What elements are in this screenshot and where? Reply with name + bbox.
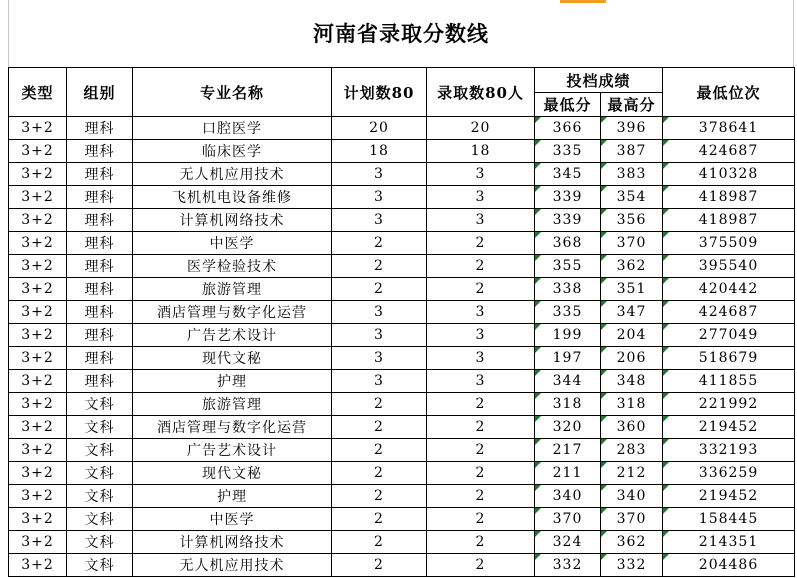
cell-min-score[interactable]: 368 bbox=[535, 232, 601, 255]
cell-min-score[interactable]: 197 bbox=[535, 347, 601, 370]
sheet-title[interactable]: 河南省录取分数线 bbox=[313, 21, 489, 46]
cell-major[interactable]: 计算机网络技术 bbox=[133, 209, 332, 232]
header-admitted[interactable]: 录取数80人 bbox=[427, 68, 535, 117]
cell-major[interactable]: 护理 bbox=[133, 485, 332, 508]
cell-major[interactable]: 现代文秘 bbox=[133, 347, 332, 370]
cell-type[interactable]: 3+2 bbox=[9, 232, 67, 255]
table-row bbox=[9, 393, 795, 416]
cell-min-rank[interactable]: 277049 bbox=[663, 324, 795, 347]
cell-plan[interactable]: 3 bbox=[332, 301, 427, 324]
cell-min-rank[interactable]: 336259 bbox=[663, 462, 795, 485]
cell-min-rank[interactable]: 395540 bbox=[663, 255, 795, 278]
cell-admitted[interactable]: 2 bbox=[427, 416, 535, 439]
cell-min-rank[interactable]: 420442 bbox=[663, 278, 795, 301]
header-min-score[interactable]: 最低分 bbox=[535, 93, 601, 117]
cell-group[interactable]: 理科 bbox=[67, 140, 133, 163]
table-row bbox=[9, 554, 795, 577]
cell-admitted[interactable]: 2 bbox=[427, 278, 535, 301]
cell-min-rank[interactable]: 204486 bbox=[663, 554, 795, 577]
cell-min-score[interactable]: 320 bbox=[535, 416, 601, 439]
table-row bbox=[9, 324, 795, 347]
cell-plan[interactable]: 3 bbox=[332, 186, 427, 209]
header-plan[interactable]: 计划数80 bbox=[332, 68, 427, 117]
cell-group[interactable]: 文科 bbox=[67, 554, 133, 577]
cell-major[interactable]: 现代文秘 bbox=[133, 462, 332, 485]
table-row bbox=[9, 186, 795, 209]
cell-group[interactable]: 文科 bbox=[67, 416, 133, 439]
cell-min-rank[interactable]: 518679 bbox=[663, 347, 795, 370]
cell-max-score[interactable]: 206 bbox=[601, 347, 663, 370]
cell-min-score[interactable]: 345 bbox=[535, 163, 601, 186]
header-major[interactable]: 专业名称 bbox=[133, 68, 332, 117]
cell-admitted[interactable]: 3 bbox=[427, 163, 535, 186]
header-group[interactable]: 组别 bbox=[67, 68, 133, 117]
cell-group[interactable]: 理科 bbox=[67, 209, 133, 232]
cell-type[interactable]: 3+2 bbox=[9, 485, 67, 508]
cell-group[interactable]: 理科 bbox=[67, 117, 133, 140]
cell-min-score[interactable]: 370 bbox=[535, 508, 601, 531]
cell-group[interactable]: 文科 bbox=[67, 508, 133, 531]
cell-type[interactable]: 3+2 bbox=[9, 370, 67, 393]
cell-plan[interactable]: 2 bbox=[332, 278, 427, 301]
cell-type[interactable]: 3+2 bbox=[9, 462, 67, 485]
cell-max-score[interactable]: 383 bbox=[601, 163, 663, 186]
cell-plan[interactable]: 2 bbox=[332, 255, 427, 278]
cell-min-score[interactable]: 355 bbox=[535, 255, 601, 278]
cell-admitted[interactable]: 3 bbox=[427, 209, 535, 232]
cell-major[interactable]: 无人机应用技术 bbox=[133, 163, 332, 186]
cell-admitted[interactable]: 18 bbox=[427, 140, 535, 163]
table-row bbox=[9, 255, 795, 278]
cell-group[interactable]: 文科 bbox=[67, 439, 133, 462]
cell-type[interactable]: 3+2 bbox=[9, 416, 67, 439]
table-row bbox=[9, 439, 795, 462]
cell-plan[interactable]: 2 bbox=[332, 393, 427, 416]
cell-min-score[interactable]: 344 bbox=[535, 370, 601, 393]
cell-plan[interactable]: 20 bbox=[332, 117, 427, 140]
cell-major[interactable]: 中医学 bbox=[133, 232, 332, 255]
cell-major[interactable]: 旅游管理 bbox=[133, 393, 332, 416]
cell-type[interactable]: 3+2 bbox=[9, 117, 67, 140]
cell-min-score[interactable]: 366 bbox=[535, 117, 601, 140]
cell-min-rank[interactable]: 410328 bbox=[663, 163, 795, 186]
cell-min-score[interactable]: 335 bbox=[535, 140, 601, 163]
table-row bbox=[9, 485, 795, 508]
table-body bbox=[9, 117, 795, 577]
cell-major[interactable]: 酒店管理与数字化运营 bbox=[133, 301, 332, 324]
cell-type[interactable]: 3+2 bbox=[9, 554, 67, 577]
cell-max-score[interactable]: 332 bbox=[601, 554, 663, 577]
cell-min-score[interactable]: 335 bbox=[535, 301, 601, 324]
table-row bbox=[9, 508, 795, 531]
cell-major[interactable]: 临床医学 bbox=[133, 140, 332, 163]
cell-min-rank[interactable]: 375509 bbox=[663, 232, 795, 255]
cell-type[interactable]: 3+2 bbox=[9, 439, 67, 462]
cell-type[interactable]: 3+2 bbox=[9, 186, 67, 209]
cell-min-rank[interactable]: 332193 bbox=[663, 439, 795, 462]
cell-plan[interactable]: 2 bbox=[332, 531, 427, 554]
cell-type[interactable]: 3+2 bbox=[9, 140, 67, 163]
table-row bbox=[9, 531, 795, 554]
cell-group[interactable]: 理科 bbox=[67, 347, 133, 370]
header-row-1 bbox=[9, 68, 795, 93]
cell-min-score[interactable]: 339 bbox=[535, 186, 601, 209]
cell-max-score[interactable]: 370 bbox=[601, 508, 663, 531]
cell-max-score[interactable]: 204 bbox=[601, 324, 663, 347]
cell-plan[interactable]: 3 bbox=[332, 324, 427, 347]
cell-min-rank[interactable]: 378641 bbox=[663, 117, 795, 140]
cell-type[interactable]: 3+2 bbox=[9, 255, 67, 278]
cell-group[interactable]: 文科 bbox=[67, 531, 133, 554]
table-row bbox=[9, 301, 795, 324]
table-row bbox=[9, 232, 795, 255]
cell-max-score[interactable]: 354 bbox=[601, 186, 663, 209]
cell-max-score[interactable]: 348 bbox=[601, 370, 663, 393]
cell-plan[interactable]: 18 bbox=[332, 140, 427, 163]
cell-plan[interactable]: 3 bbox=[332, 209, 427, 232]
cell-max-score[interactable]: 212 bbox=[601, 462, 663, 485]
cell-plan[interactable]: 3 bbox=[332, 163, 427, 186]
cell-admitted[interactable]: 2 bbox=[427, 232, 535, 255]
header-max-score[interactable]: 最高分 bbox=[601, 93, 663, 117]
cell-admitted[interactable]: 3 bbox=[427, 186, 535, 209]
cell-min-rank[interactable]: 424687 bbox=[663, 301, 795, 324]
cell-max-score[interactable]: 362 bbox=[601, 255, 663, 278]
cell-admitted[interactable]: 20 bbox=[427, 117, 535, 140]
cell-type[interactable]: 3+2 bbox=[9, 209, 67, 232]
cell-major[interactable]: 无人机应用技术 bbox=[133, 554, 332, 577]
cell-min-rank[interactable]: 214351 bbox=[663, 531, 795, 554]
cell-min-rank[interactable]: 219452 bbox=[663, 416, 795, 439]
cell-max-score[interactable]: 370 bbox=[601, 232, 663, 255]
cell-admitted[interactable]: 3 bbox=[427, 301, 535, 324]
cell-min-rank[interactable]: 418987 bbox=[663, 186, 795, 209]
cell-plan[interactable]: 2 bbox=[332, 485, 427, 508]
cell-admitted[interactable]: 3 bbox=[427, 324, 535, 347]
cell-min-score[interactable]: 338 bbox=[535, 278, 601, 301]
cell-min-rank[interactable]: 158445 bbox=[663, 508, 795, 531]
cell-admitted[interactable]: 2 bbox=[427, 393, 535, 416]
table-row bbox=[9, 278, 795, 301]
cell-max-score[interactable]: 356 bbox=[601, 209, 663, 232]
cell-min-rank[interactable]: 219452 bbox=[663, 485, 795, 508]
cell-min-score[interactable]: 332 bbox=[535, 554, 601, 577]
cell-plan[interactable]: 2 bbox=[332, 462, 427, 485]
cell-admitted[interactable]: 2 bbox=[427, 485, 535, 508]
cell-major[interactable]: 旅游管理 bbox=[133, 278, 332, 301]
cell-group[interactable]: 理科 bbox=[67, 301, 133, 324]
cell-plan[interactable]: 2 bbox=[332, 439, 427, 462]
cell-min-rank[interactable]: 418987 bbox=[663, 209, 795, 232]
cell-type[interactable]: 3+2 bbox=[9, 347, 67, 370]
cell-major[interactable]: 口腔医学 bbox=[133, 117, 332, 140]
cell-group[interactable]: 理科 bbox=[67, 278, 133, 301]
cell-min-rank[interactable]: 411855 bbox=[663, 370, 795, 393]
cell-admitted[interactable]: 2 bbox=[427, 554, 535, 577]
cell-plan[interactable]: 2 bbox=[332, 416, 427, 439]
cell-group[interactable]: 理科 bbox=[67, 255, 133, 278]
header-score-group[interactable]: 投档成绩 bbox=[535, 68, 663, 93]
cell-max-score[interactable]: 362 bbox=[601, 531, 663, 554]
cell-max-score[interactable]: 396 bbox=[601, 117, 663, 140]
cell-max-score[interactable]: 351 bbox=[601, 278, 663, 301]
cell-admitted[interactable]: 2 bbox=[427, 508, 535, 531]
cell-type[interactable]: 3+2 bbox=[9, 531, 67, 554]
cell-type[interactable]: 3+2 bbox=[9, 393, 67, 416]
table-row bbox=[9, 416, 795, 439]
cell-min-score[interactable]: 318 bbox=[535, 393, 601, 416]
cell-plan[interactable]: 3 bbox=[332, 347, 427, 370]
cell-type[interactable]: 3+2 bbox=[9, 278, 67, 301]
cell-major[interactable]: 护理 bbox=[133, 370, 332, 393]
table-row bbox=[9, 209, 795, 232]
table-row bbox=[9, 163, 795, 186]
cell-max-score[interactable]: 318 bbox=[601, 393, 663, 416]
cell-min-score[interactable]: 339 bbox=[535, 209, 601, 232]
table-row bbox=[9, 117, 795, 140]
table-row bbox=[9, 462, 795, 485]
cell-max-score[interactable]: 387 bbox=[601, 140, 663, 163]
cell-max-score[interactable]: 360 bbox=[601, 416, 663, 439]
cell-group[interactable]: 理科 bbox=[67, 324, 133, 347]
cell-group[interactable]: 文科 bbox=[67, 462, 133, 485]
cell-group[interactable]: 理科 bbox=[67, 186, 133, 209]
cell-group[interactable]: 文科 bbox=[67, 393, 133, 416]
cell-min-rank[interactable]: 424687 bbox=[663, 140, 795, 163]
cell-major[interactable]: 计算机网络技术 bbox=[133, 531, 332, 554]
cell-admitted[interactable]: 3 bbox=[427, 347, 535, 370]
cell-admitted[interactable]: 2 bbox=[427, 462, 535, 485]
cell-type[interactable]: 3+2 bbox=[9, 163, 67, 186]
cell-group[interactable]: 理科 bbox=[67, 232, 133, 255]
cell-min-score[interactable]: 211 bbox=[535, 462, 601, 485]
active-cell-indicator bbox=[560, 0, 606, 3]
cell-plan[interactable]: 2 bbox=[332, 508, 427, 531]
cell-min-score[interactable]: 340 bbox=[535, 485, 601, 508]
cell-major[interactable]: 飞机机电设备维修 bbox=[133, 186, 332, 209]
cell-major[interactable]: 医学检验技术 bbox=[133, 255, 332, 278]
cell-major[interactable]: 酒店管理与数字化运营 bbox=[133, 416, 332, 439]
cell-group[interactable]: 文科 bbox=[67, 485, 133, 508]
cell-admitted[interactable]: 2 bbox=[427, 531, 535, 554]
cell-type[interactable]: 3+2 bbox=[9, 508, 67, 531]
cell-group[interactable]: 理科 bbox=[67, 163, 133, 186]
cell-group[interactable]: 理科 bbox=[67, 370, 133, 393]
table-row bbox=[9, 140, 795, 163]
cell-max-score[interactable]: 340 bbox=[601, 485, 663, 508]
cell-min-score[interactable]: 199 bbox=[535, 324, 601, 347]
cell-admitted[interactable]: 2 bbox=[427, 439, 535, 462]
cell-type[interactable]: 3+2 bbox=[9, 301, 67, 324]
cell-plan[interactable]: 2 bbox=[332, 232, 427, 255]
cell-type[interactable]: 3+2 bbox=[9, 324, 67, 347]
cell-min-score[interactable]: 324 bbox=[535, 531, 601, 554]
cell-max-score[interactable]: 347 bbox=[601, 301, 663, 324]
cell-admitted[interactable]: 2 bbox=[427, 255, 535, 278]
cell-major[interactable]: 中医学 bbox=[133, 508, 332, 531]
cell-max-score[interactable]: 283 bbox=[601, 439, 663, 462]
cell-min-rank[interactable]: 221992 bbox=[663, 393, 795, 416]
admission-score-table bbox=[8, 67, 795, 577]
cell-admitted[interactable]: 3 bbox=[427, 370, 535, 393]
cell-plan[interactable]: 2 bbox=[332, 554, 427, 577]
cell-major[interactable]: 广告艺术设计 bbox=[133, 324, 332, 347]
table-row bbox=[9, 347, 795, 370]
cell-plan[interactable]: 3 bbox=[332, 370, 427, 393]
header-min-rank[interactable]: 最低位次 bbox=[663, 68, 795, 117]
cell-major[interactable]: 广告艺术设计 bbox=[133, 439, 332, 462]
table-row bbox=[9, 370, 795, 393]
cell-min-score[interactable]: 217 bbox=[535, 439, 601, 462]
header-type[interactable]: 类型 bbox=[9, 68, 67, 117]
